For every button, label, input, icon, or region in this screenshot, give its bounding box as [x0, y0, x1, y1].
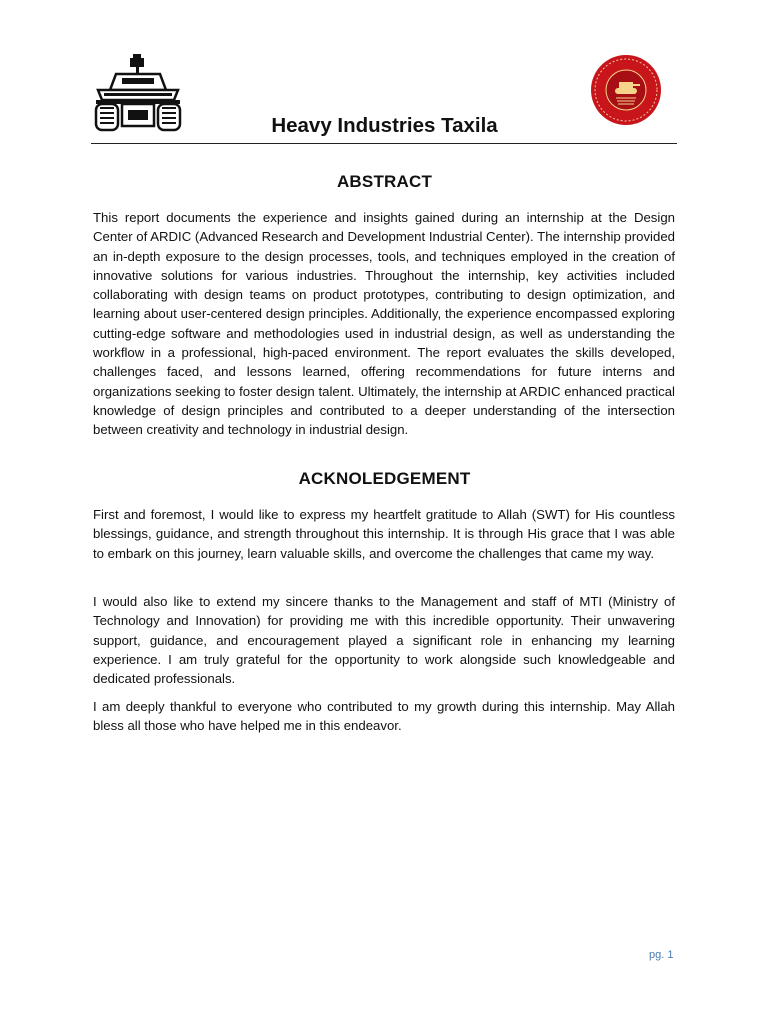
- acknowledgement-paragraph-3: I am deeply thankful to everyone who contributed to my growth during this internship. May Allah bless all those who have helped me in this endeavor.: [93, 699, 675, 734]
- abstract-heading: ABSTRACT: [336, 172, 433, 191]
- acknowledgement-paragraph-2: I would also like to extend my sincere thanks to the Management and staff of MTI (Ministry of Technology and Innovation) for providing me with this incredible opportunity. Their unwavering support, guidance, and encouragement played a significant role in enhancing my learning experience. I am truly grateful for the opportunity to work alongside such knowledgeable and dedicated professionals.: [93, 594, 675, 687]
- header-divider: [91, 143, 677, 144]
- organization-title: Heavy Industries Taxila: [271, 114, 498, 137]
- acknowledgement-paragraph-1: First and foremost, I would like to express my heartfelt gratitude to Allah (SWT) for His countless blessings, guidance, and strength throughout this internship. It is through His grace that I was able to embark on this journey, learn valuable skills, and overcome the challenges that came my way.: [93, 507, 675, 561]
- acknowledgement-heading: ACKNOLEDGEMENT: [298, 469, 471, 488]
- abstract-paragraph: This report documents the experience and insights gained during an internship at the Design Center of ARDIC (Advanced Research and Development Industrial Center). The internship provided an in-depth exposure to the design processes, tools, and techniques employed in the creation of innovative solutions for various industries. Throughout the internship, key activities included collaborating with design teams on product prototypes, contributing to design optimization, and learning about user-centered design principles. Additionally, the experience encompassed exploring cutting-edge software and methodologies used in industrial design, as well as understanding the workflow in a professional, high-paced environment. The report evaluates the skills developed, challenges faced, and lessons learned, offering recommendations for future interns and organizations seeking to foster design talent. Ultimately, the internship at ARDIC enhanced practical knowledge of design principles and contributed to a deeper understanding of the intersection between creativity and technology in industrial design.: [93, 210, 675, 438]
- page-number: pg. 1: [649, 949, 674, 961]
